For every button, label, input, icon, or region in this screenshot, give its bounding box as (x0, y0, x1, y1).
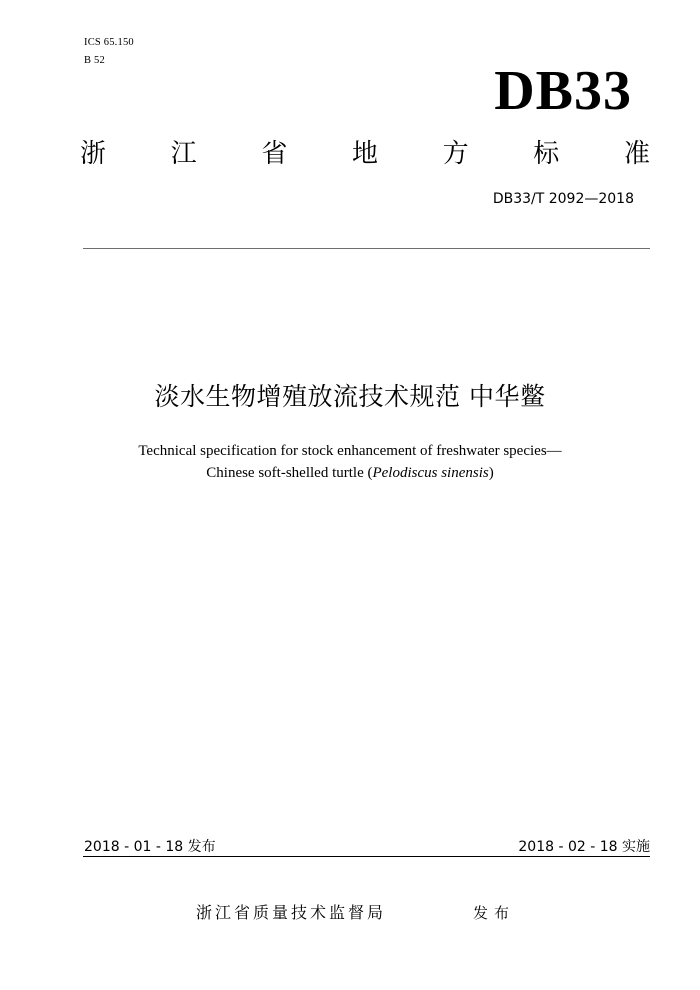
english-title-line2-prefix: Chinese soft-shelled turtle ( (206, 465, 373, 481)
standard-type-char: 地 (351, 139, 378, 169)
ccs-code: B 52 (84, 55, 105, 66)
standard-type-char: 浙 (80, 139, 107, 169)
publish-date: 2018 - 01 - 18 发布 (84, 839, 216, 855)
standard-type-char: 标 (533, 139, 560, 169)
db33-logo: DB33 (494, 60, 632, 122)
standard-type-heading (80, 136, 650, 172)
issuing-authority: 浙江省质量技术监督局 (196, 903, 387, 922)
english-title-line1: Technical specification for stock enhancement of freshwater species— (138, 443, 562, 459)
footer-divider (83, 856, 650, 857)
standard-type-char: 省 (261, 139, 288, 169)
ics-code: ICS 65.150 (84, 37, 134, 48)
latin-species-name: Pelodiscus sinensis (372, 465, 489, 481)
standard-number: DB33/T 2092—2018 (492, 191, 634, 207)
standard-type-char: 江 (170, 139, 197, 169)
english-title (0, 440, 700, 484)
english-title-line2 (0, 462, 700, 484)
chinese-title: 淡水生物增殖放流技术规范 中华鳖 (154, 382, 546, 411)
implement-date: 2018 - 02 - 18 实施 (518, 839, 650, 855)
issue-label: 发布 (473, 904, 516, 922)
header-divider (83, 248, 650, 249)
standard-type-char: 准 (623, 139, 650, 169)
standard-type-char: 方 (442, 139, 469, 169)
english-title-line2-suffix: ) (488, 465, 494, 481)
